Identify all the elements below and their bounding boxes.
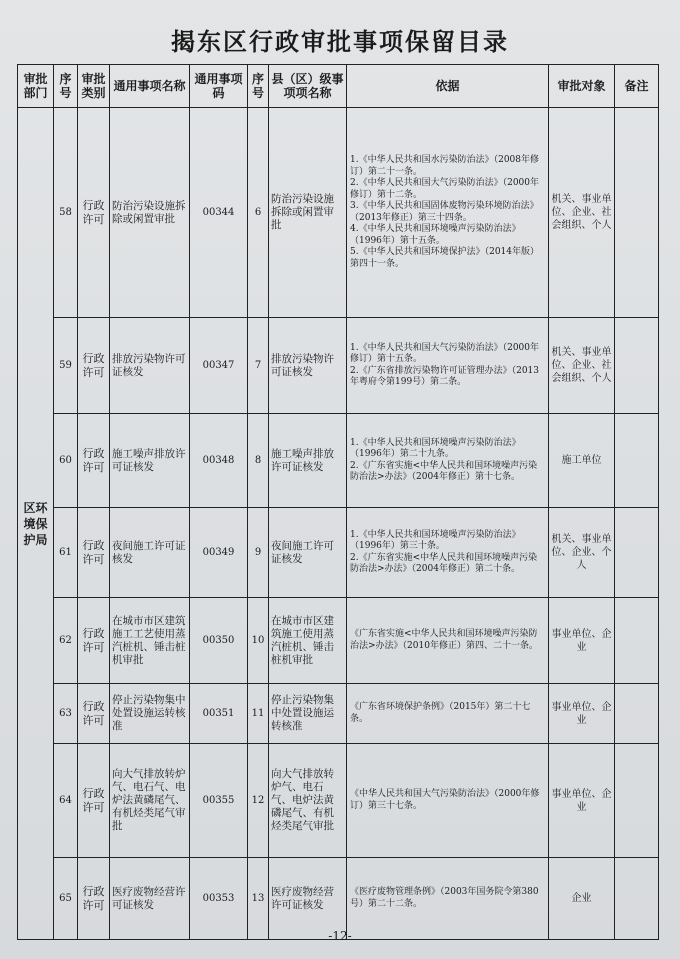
item-code-cell: 00355	[190, 744, 248, 858]
basis-clause: 2.《广东省实施<中华人民共和国环境噪声污染防治法>办法》（2004年修正）第二十条。	[350, 552, 538, 574]
basis-cell	[347, 684, 549, 744]
target-cell: 机关、事业单位、企业、个人	[549, 508, 615, 598]
basis-clause: 3.《中华人民共和国固体废物污染环境防治法》（2013年修正）第三十四条。	[350, 201, 539, 223]
table-row	[18, 414, 659, 508]
remark-cell	[615, 684, 659, 744]
category-cell: 行政许可	[78, 744, 110, 858]
remark-cell	[615, 108, 659, 318]
county-name-cell: 防治污染设施拆除或闲置审批	[269, 108, 347, 318]
remark-cell	[615, 414, 659, 508]
table-row	[18, 508, 659, 598]
basis-clause: 1.《中华人民共和国环境噪声污染防治法》（1996年）第二十九条。	[350, 437, 521, 459]
basis-clause: 1.《中华人民共和国水污染防治法》（2008年修订）第二十一条。	[350, 155, 539, 177]
header-basis: 依据	[347, 65, 549, 108]
county-seq-cell: 6	[248, 108, 269, 318]
basis-cell	[347, 108, 549, 318]
basis-cell	[347, 508, 549, 598]
seq-cell: 60	[54, 414, 78, 508]
county-name-cell: 在城市市区建筑施工使用蒸汽桩机、锤击桩机审批	[269, 598, 347, 684]
seq-cell: 65	[54, 858, 78, 940]
seq-cell: 62	[54, 598, 78, 684]
remark-cell	[615, 508, 659, 598]
county-seq-cell: 13	[248, 858, 269, 940]
county-name-cell: 夜间施工许可证核发	[269, 508, 347, 598]
remark-cell	[615, 744, 659, 858]
department-cell: 区环境保护局	[18, 108, 54, 940]
item-name-cell: 施工噪声排放许可证核发	[110, 414, 190, 508]
basis-clause: 《广东省环境保护条例》（2015年）第二十七条。	[350, 702, 531, 724]
target-cell: 事业单位、企业	[549, 598, 615, 684]
table-row	[18, 598, 659, 684]
header-seq: 序号	[54, 65, 78, 108]
county-name-cell: 医疗废物经营许可证核发	[269, 858, 347, 940]
basis-clause: 5.《中华人民共和国环境保护法》（2014年版）第四十一条。	[350, 247, 539, 269]
target-cell: 机关、事业单位、企业、社会组织、个人	[549, 108, 615, 318]
table-row	[18, 318, 659, 414]
item-code-cell: 00353	[190, 858, 248, 940]
header-item-code: 通用事项码	[190, 65, 248, 108]
seq-cell: 63	[54, 684, 78, 744]
category-cell: 行政许可	[78, 108, 110, 318]
category-cell: 行政许可	[78, 508, 110, 598]
item-code-cell: 00344	[190, 108, 248, 318]
category-cell: 行政许可	[78, 858, 110, 940]
basis-clause: 2.《广东省排放污染物许可证管理办法》（2013年粤府令第199号）第二条。	[350, 365, 539, 387]
basis-clause: 《广东省实施<中华人民共和国环境噪声污染防治法>办法》（2010年修正）第四、二十一条。	[350, 629, 538, 651]
target-cell: 施工单位	[549, 414, 615, 508]
county-name-cell: 施工噪声排放许可证核发	[269, 414, 347, 508]
county-name-cell: 向大气排放转炉气、电石气、电炉法黄磷尾气、有机烃类尾气审批	[269, 744, 347, 858]
category-cell: 行政许可	[78, 318, 110, 414]
item-name-cell: 向大气排放转炉气、电石气、电炉法黄磷尾气、有机烃类尾气审批	[110, 744, 190, 858]
target-cell: 事业单位、企业	[549, 684, 615, 744]
item-name-cell: 排放污染物许可证核发	[110, 318, 190, 414]
basis-clause: 1.《中华人民共和国大气污染防治法》（2000年修订）第十五条。	[350, 342, 539, 364]
category-cell: 行政许可	[78, 598, 110, 684]
basis-cell	[347, 744, 549, 858]
county-seq-cell: 9	[248, 508, 269, 598]
item-name-cell: 停止污染物集中处置设施运转核准	[110, 684, 190, 744]
county-seq-cell: 10	[248, 598, 269, 684]
category-cell: 行政许可	[78, 414, 110, 508]
basis-clause: 1.《中华人民共和国环境噪声污染防治法》（1996年）第三十条。	[350, 529, 521, 551]
seq-cell: 58	[54, 108, 78, 318]
header-category: 审批类别	[78, 65, 110, 108]
target-cell: 机关、事业单位、企业、社会组织、个人	[549, 318, 615, 414]
basis-cell	[347, 598, 549, 684]
table-body	[18, 108, 659, 940]
remark-cell	[615, 318, 659, 414]
table-row	[18, 858, 659, 940]
seq-cell: 61	[54, 508, 78, 598]
county-seq-cell: 12	[248, 744, 269, 858]
seq-cell: 64	[54, 744, 78, 858]
header-county-seq: 序号	[248, 65, 269, 108]
basis-clause: 2.《广东省实施<中华人民共和国环境噪声污染防治法>办法》（2004年修正）第十七条。	[350, 460, 538, 482]
table-row	[18, 744, 659, 858]
county-seq-cell: 11	[248, 684, 269, 744]
item-code-cell: 00347	[190, 318, 248, 414]
remark-cell	[615, 598, 659, 684]
table-row	[18, 108, 659, 318]
table-row	[18, 684, 659, 744]
item-name-cell: 医疗废物经营许可证核发	[110, 858, 190, 940]
item-name-cell: 在城市市区建筑施工工艺使用蒸汽桩机、锤击桩机审批	[110, 598, 190, 684]
header-remark: 备注	[615, 65, 659, 108]
basis-clause: 《中华人民共和国大气污染防治法》（2000年修订）第三十七条。	[350, 789, 540, 811]
basis-cell	[347, 414, 549, 508]
category-cell: 行政许可	[78, 684, 110, 744]
item-code-cell: 00348	[190, 414, 248, 508]
header-county-name: 县（区）级事项项名称	[269, 65, 347, 108]
target-cell: 事业单位、企业	[549, 744, 615, 858]
item-name-cell: 防治污染设施拆除或闲置审批	[110, 108, 190, 318]
header-target: 审批对象	[549, 65, 615, 108]
page-title: 揭东区行政审批事项保留目录	[171, 28, 509, 56]
basis-cell	[347, 318, 549, 414]
basis-clause: 《医疗废物管理条例》（2003年国务院令第380号）第二十二条。	[350, 887, 539, 909]
item-code-cell: 00350	[190, 598, 248, 684]
remark-cell	[615, 858, 659, 940]
county-name-cell: 停止污染物集中处置设施运转核准	[269, 684, 347, 744]
basis-clause: 4.《中华人民共和国环境噪声污染防治法》（1996年）第十五条。	[350, 224, 521, 246]
target-cell: 企业	[549, 858, 615, 940]
approval-table	[17, 64, 659, 940]
item-code-cell: 00351	[190, 684, 248, 744]
header-item-name: 通用事项名称	[110, 65, 190, 108]
seq-cell: 59	[54, 318, 78, 414]
basis-clause: 2.《中华人民共和国大气污染防治法》（2000年修订）第十二条。	[350, 178, 539, 200]
county-name-cell: 排放污染物许可证核发	[269, 318, 347, 414]
county-seq-cell: 7	[248, 318, 269, 414]
item-code-cell: 00349	[190, 508, 248, 598]
item-name-cell: 夜间施工许可证核发	[110, 508, 190, 598]
header-dept: 审批部门	[18, 65, 54, 108]
county-seq-cell: 8	[248, 414, 269, 508]
page-number: -12-	[328, 929, 352, 943]
table-header-row	[18, 65, 659, 108]
basis-cell	[347, 858, 549, 940]
